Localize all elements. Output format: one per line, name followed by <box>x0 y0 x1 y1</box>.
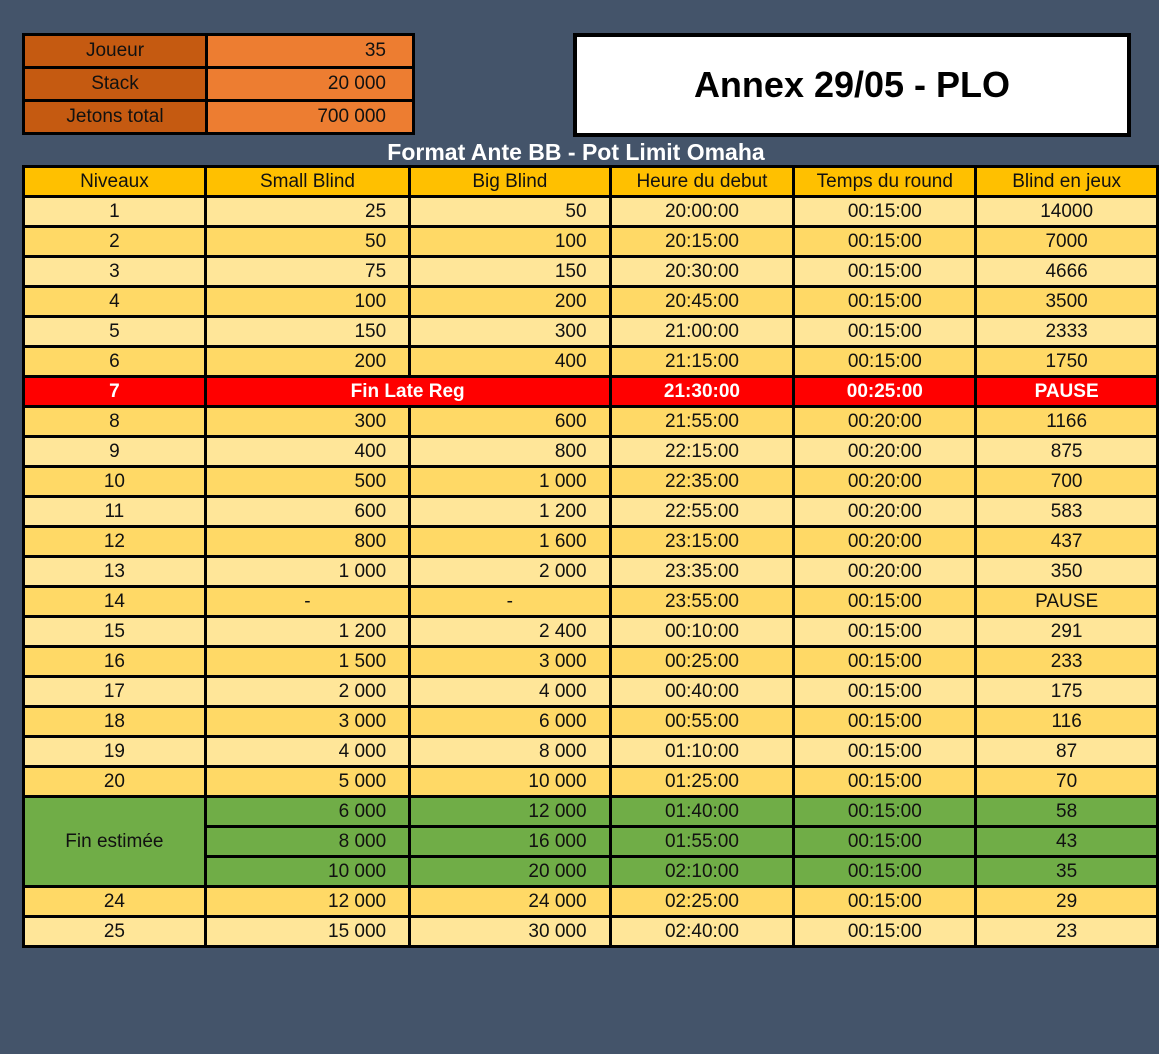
start-time-cell: 00:25:00 <box>610 647 794 677</box>
header-niveaux: Niveaux <box>24 167 206 197</box>
table-row <box>24 317 1158 347</box>
table-row <box>24 797 1158 827</box>
table-row <box>24 377 1158 407</box>
level-cell: 4 <box>24 287 206 317</box>
round-duration-cell: 00:20:00 <box>794 437 976 467</box>
start-time-cell: 23:15:00 <box>610 527 794 557</box>
big-blind-cell: 2 400 <box>410 617 610 647</box>
big-blind-cell: 12 000 <box>410 797 610 827</box>
big-blind-cell: 6 000 <box>410 707 610 737</box>
big-blind-cell: 24 000 <box>410 887 610 917</box>
start-time-cell: 02:10:00 <box>610 857 794 887</box>
start-time-cell: 22:35:00 <box>610 467 794 497</box>
big-blind-cell: 4 000 <box>410 677 610 707</box>
info-label: Stack <box>24 68 207 101</box>
table-row <box>24 557 1158 587</box>
blind-in-play-cell: 875 <box>976 437 1158 467</box>
round-duration-cell: 00:20:00 <box>794 407 976 437</box>
start-time-cell: 22:55:00 <box>610 497 794 527</box>
header-small-blind: Small Blind <box>205 167 409 197</box>
level-cell: 15 <box>24 617 206 647</box>
small-blind-cell: 4 000 <box>205 737 409 767</box>
table-row <box>24 677 1158 707</box>
table-row <box>24 767 1158 797</box>
start-time-cell: 23:55:00 <box>610 587 794 617</box>
small-blind-cell: 1 500 <box>205 647 409 677</box>
table-row <box>24 497 1158 527</box>
schedule-body <box>24 197 1158 947</box>
blind-in-play-cell: 87 <box>976 737 1158 767</box>
start-time-cell: 02:40:00 <box>610 917 794 947</box>
small-blind-cell: 400 <box>205 437 409 467</box>
table-row <box>24 437 1158 467</box>
level-cell: 3 <box>24 257 206 287</box>
small-blind-cell: 75 <box>205 257 409 287</box>
start-time-cell: 01:25:00 <box>610 767 794 797</box>
start-time-cell: 21:30:00 <box>610 377 794 407</box>
big-blind-cell: 10 000 <box>410 767 610 797</box>
big-blind-cell: - <box>410 587 610 617</box>
table-row <box>24 587 1158 617</box>
level-cell: 9 <box>24 437 206 467</box>
level-cell: 24 <box>24 887 206 917</box>
blind-in-play-cell: 58 <box>976 797 1158 827</box>
round-duration-cell: 00:15:00 <box>794 707 976 737</box>
table-row <box>24 257 1158 287</box>
table-row <box>24 917 1158 947</box>
table-row <box>24 647 1158 677</box>
blind-in-play-cell: 1750 <box>976 347 1158 377</box>
small-blind-cell: 600 <box>205 497 409 527</box>
round-duration-cell: 00:15:00 <box>794 287 976 317</box>
level-cell: 5 <box>24 317 206 347</box>
blind-in-play-cell: 2333 <box>976 317 1158 347</box>
level-cell: 14 <box>24 587 206 617</box>
table-row <box>24 347 1158 377</box>
info-value: 20 000 <box>207 68 414 101</box>
round-duration-cell: 00:20:00 <box>794 467 976 497</box>
round-duration-cell: 00:15:00 <box>794 647 976 677</box>
table-row <box>24 737 1158 767</box>
round-duration-cell: 00:15:00 <box>794 767 976 797</box>
schedule-header <box>24 167 1158 197</box>
blind-in-play-cell: 35 <box>976 857 1158 887</box>
level-cell: 25 <box>24 917 206 947</box>
blind-in-play-cell: 233 <box>976 647 1158 677</box>
level-cell: 7 <box>24 377 206 407</box>
blind-in-play-cell: 116 <box>976 707 1158 737</box>
small-blind-cell: 8 000 <box>205 827 409 857</box>
level-cell: 19 <box>24 737 206 767</box>
level-cell: 16 <box>24 647 206 677</box>
round-duration-cell: 00:15:00 <box>794 227 976 257</box>
info-row <box>24 101 414 134</box>
round-duration-cell: 00:15:00 <box>794 347 976 377</box>
info-value: 700 000 <box>207 101 414 134</box>
big-blind-cell: 3 000 <box>410 647 610 677</box>
big-blind-cell: 400 <box>410 347 610 377</box>
round-duration-cell: 00:15:00 <box>794 257 976 287</box>
info-row <box>24 68 414 101</box>
small-blind-cell: 5 000 <box>205 767 409 797</box>
start-time-cell: 20:15:00 <box>610 227 794 257</box>
round-duration-cell: 00:20:00 <box>794 497 976 527</box>
level-cell: 2 <box>24 227 206 257</box>
blind-in-play-cell: 14000 <box>976 197 1158 227</box>
start-time-cell: 01:10:00 <box>610 737 794 767</box>
small-blind-cell: 50 <box>205 227 409 257</box>
start-time-cell: 02:25:00 <box>610 887 794 917</box>
level-cell: 17 <box>24 677 206 707</box>
level-cell: 12 <box>24 527 206 557</box>
round-duration-cell: 00:15:00 <box>794 587 976 617</box>
start-time-cell: 22:15:00 <box>610 437 794 467</box>
small-blind-cell: 3 000 <box>205 707 409 737</box>
info-value: 35 <box>207 35 414 68</box>
big-blind-cell: 800 <box>410 437 610 467</box>
blind-in-play-cell: 4666 <box>976 257 1158 287</box>
table-row <box>24 707 1158 737</box>
round-duration-cell: 00:15:00 <box>794 617 976 647</box>
blind-in-play-cell: 1166 <box>976 407 1158 437</box>
small-blind-cell: 12 000 <box>205 887 409 917</box>
big-blind-cell: 16 000 <box>410 827 610 857</box>
page-title: Annex 29/05 - PLO <box>573 33 1131 137</box>
start-time-cell: 01:40:00 <box>610 797 794 827</box>
round-duration-cell: 00:15:00 <box>794 677 976 707</box>
start-time-cell: 21:00:00 <box>610 317 794 347</box>
big-blind-cell: 8 000 <box>410 737 610 767</box>
blind-in-play-cell: 175 <box>976 677 1158 707</box>
small-blind-cell: 6 000 <box>205 797 409 827</box>
table-row <box>24 407 1158 437</box>
blind-in-play-cell: 350 <box>976 557 1158 587</box>
small-blind-cell: 1 000 <box>205 557 409 587</box>
small-blind-cell: 1 200 <box>205 617 409 647</box>
round-duration-cell: 00:15:00 <box>794 797 976 827</box>
blind-in-play-cell: 43 <box>976 827 1158 857</box>
round-duration-cell: 00:15:00 <box>794 197 976 227</box>
info-label: Jetons total <box>24 101 207 134</box>
level-cell: 18 <box>24 707 206 737</box>
big-blind-cell: 300 <box>410 317 610 347</box>
header-round-duration: Temps du round <box>794 167 976 197</box>
small-blind-cell: 100 <box>205 287 409 317</box>
big-blind-cell: 600 <box>410 407 610 437</box>
level-cell: 13 <box>24 557 206 587</box>
level-cell: Fin estimée <box>24 797 206 887</box>
round-duration-cell: 00:20:00 <box>794 527 976 557</box>
blind-in-play-cell: 437 <box>976 527 1158 557</box>
blind-schedule-table <box>22 165 1159 948</box>
blind-in-play-cell: 583 <box>976 497 1158 527</box>
table-row <box>24 467 1158 497</box>
big-blind-cell: 200 <box>410 287 610 317</box>
blind-in-play-cell: 29 <box>976 887 1158 917</box>
small-blind-cell: 10 000 <box>205 857 409 887</box>
round-duration-cell: 00:15:00 <box>794 827 976 857</box>
round-duration-cell: 00:15:00 <box>794 917 976 947</box>
big-blind-cell: 50 <box>410 197 610 227</box>
big-blind-cell: 2 000 <box>410 557 610 587</box>
start-time-cell: 01:55:00 <box>610 827 794 857</box>
round-duration-cell: 00:15:00 <box>794 857 976 887</box>
start-time-cell: 00:55:00 <box>610 707 794 737</box>
big-blind-cell: 150 <box>410 257 610 287</box>
round-duration-cell: 00:15:00 <box>794 887 976 917</box>
small-blind-cell: 25 <box>205 197 409 227</box>
format-label: Format Ante BB - Pot Limit Omaha <box>387 139 765 165</box>
start-time-cell: 00:40:00 <box>610 677 794 707</box>
blind-in-play-cell: 291 <box>976 617 1158 647</box>
blind-in-play-cell: 23 <box>976 917 1158 947</box>
blind-in-play-cell: PAUSE <box>976 377 1158 407</box>
small-blind-cell: 2 000 <box>205 677 409 707</box>
blind-in-play-cell: PAUSE <box>976 587 1158 617</box>
header-row <box>24 167 1158 197</box>
table-row <box>24 887 1158 917</box>
start-time-cell: 20:00:00 <box>610 197 794 227</box>
small-blind-cell: 150 <box>205 317 409 347</box>
header-blind-in-play: Blind en jeux <box>976 167 1158 197</box>
big-blind-cell: 20 000 <box>410 857 610 887</box>
table-row <box>24 197 1158 227</box>
start-time-cell: 00:10:00 <box>610 617 794 647</box>
big-blind-cell: 100 <box>410 227 610 257</box>
start-time-cell: 20:45:00 <box>610 287 794 317</box>
big-blind-cell: 30 000 <box>410 917 610 947</box>
start-time-cell: 21:15:00 <box>610 347 794 377</box>
blind-in-play-cell: 7000 <box>976 227 1158 257</box>
table-row <box>24 287 1158 317</box>
small-blind-cell: - <box>205 587 409 617</box>
round-duration-cell: 00:15:00 <box>794 317 976 347</box>
level-cell: 11 <box>24 497 206 527</box>
blind-in-play-cell: 700 <box>976 467 1158 497</box>
header-big-blind: Big Blind <box>410 167 610 197</box>
small-blind-cell: 500 <box>205 467 409 497</box>
tournament-info-table <box>22 33 415 135</box>
blind-in-play-cell: 3500 <box>976 287 1158 317</box>
round-duration-cell: 00:25:00 <box>794 377 976 407</box>
level-cell: 6 <box>24 347 206 377</box>
level-cell: 10 <box>24 467 206 497</box>
blind-in-play-cell: 70 <box>976 767 1158 797</box>
level-cell: 1 <box>24 197 206 227</box>
round-duration-cell: 00:20:00 <box>794 557 976 587</box>
table-row <box>24 227 1158 257</box>
round-duration-cell: 00:15:00 <box>794 737 976 767</box>
small-blind-cell: 15 000 <box>205 917 409 947</box>
level-cell: 8 <box>24 407 206 437</box>
late-reg-cell: Fin Late Reg <box>205 377 610 407</box>
big-blind-cell: 1 600 <box>410 527 610 557</box>
small-blind-cell: 300 <box>205 407 409 437</box>
start-time-cell: 21:55:00 <box>610 407 794 437</box>
big-blind-cell: 1 000 <box>410 467 610 497</box>
tournament-info-body <box>24 35 414 134</box>
table-row <box>24 617 1158 647</box>
info-row <box>24 35 414 68</box>
small-blind-cell: 800 <box>205 527 409 557</box>
table-row <box>24 527 1158 557</box>
small-blind-cell: 200 <box>205 347 409 377</box>
big-blind-cell: 1 200 <box>410 497 610 527</box>
header-start-time: Heure du debut <box>610 167 794 197</box>
start-time-cell: 20:30:00 <box>610 257 794 287</box>
info-label: Joueur <box>24 35 207 68</box>
level-cell: 20 <box>24 767 206 797</box>
start-time-cell: 23:35:00 <box>610 557 794 587</box>
